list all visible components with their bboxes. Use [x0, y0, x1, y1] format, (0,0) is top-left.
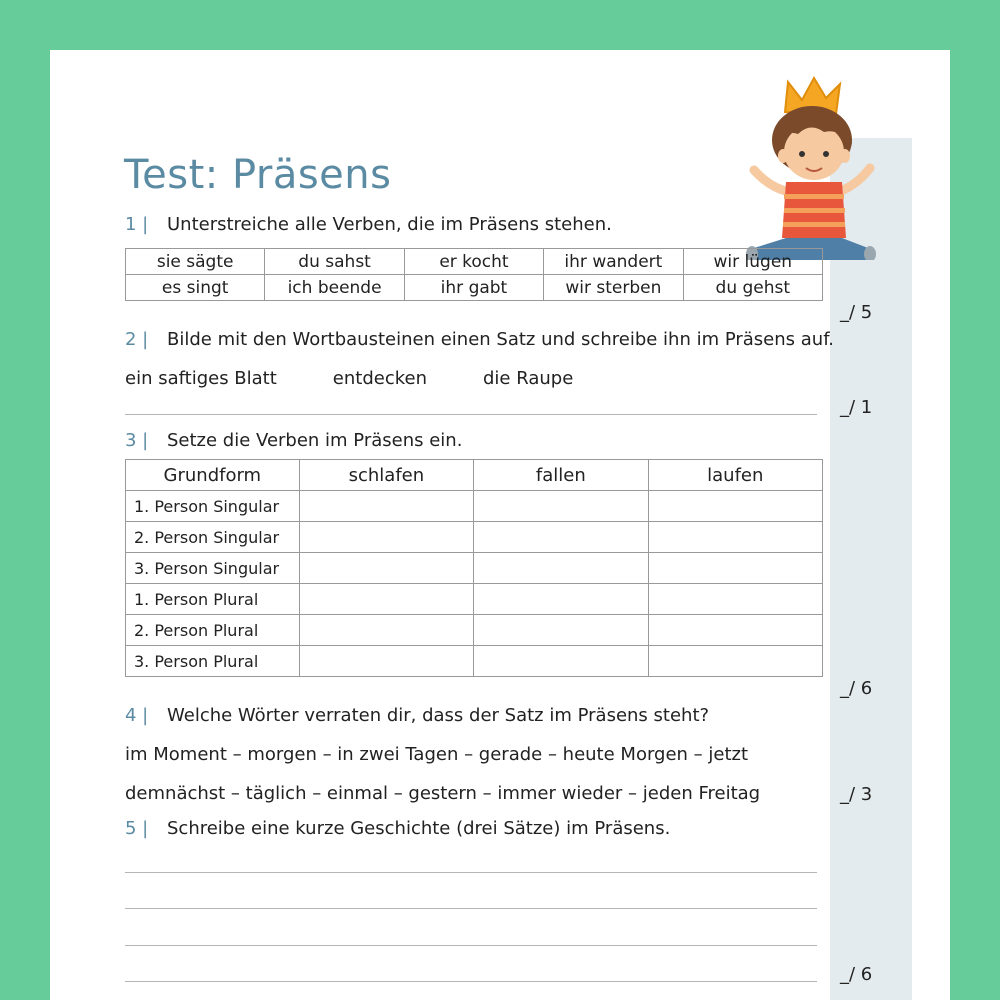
boy-with-crown-illustration — [740, 70, 880, 260]
answer-cell[interactable] — [299, 584, 474, 615]
table-row — [126, 553, 823, 584]
answer-cell[interactable] — [299, 522, 474, 553]
row-label: 1. Person Singular — [126, 491, 300, 522]
answer-line[interactable] — [125, 981, 817, 982]
table-row — [126, 615, 823, 646]
table-row — [126, 249, 823, 275]
verb-cell[interactable]: ich beende — [265, 275, 404, 301]
answer-cell[interactable] — [648, 491, 822, 522]
score-task-4: _/ 3 — [840, 784, 873, 805]
column-header: fallen — [474, 460, 648, 491]
conjugation-table — [125, 459, 823, 677]
verb-cell[interactable]: du gehst — [683, 275, 822, 301]
task-instruction: Setze die Verben im Präsens ein. — [167, 430, 463, 451]
answer-cell[interactable] — [474, 584, 648, 615]
score-task-1: _/ 5 — [840, 302, 873, 323]
row-label: 3. Person Plural — [126, 646, 300, 677]
page-title: Test: Präsens — [124, 152, 392, 198]
task-number: 1 | — [125, 214, 149, 235]
worksheet — [50, 50, 950, 1000]
task-number: 3 | — [125, 430, 149, 451]
answer-cell[interactable] — [474, 615, 648, 646]
task-instruction: Bilde mit den Wortbausteinen einen Satz und schreibe ihn im Präsens auf. — [167, 329, 834, 350]
answer-cell[interactable] — [474, 491, 648, 522]
answer-cell[interactable] — [299, 615, 474, 646]
verb-cell[interactable]: du sahst — [265, 249, 404, 275]
score-task-3: _/ 6 — [840, 678, 873, 699]
answer-cell[interactable] — [648, 522, 822, 553]
verb-cell[interactable]: es singt — [126, 275, 265, 301]
row-label: 1. Person Plural — [126, 584, 300, 615]
answer-cell[interactable] — [299, 491, 474, 522]
task-number: 5 | — [125, 818, 149, 839]
table-row — [126, 491, 823, 522]
table-row — [126, 584, 823, 615]
task-5-heading — [125, 818, 670, 839]
word-list-line-2: demnächst – täglich – einmal – gestern – immer wieder – jeden Freitag — [125, 783, 761, 804]
answer-cell[interactable] — [299, 646, 474, 677]
task-instruction: Schreibe eine kurze Geschichte (drei Sätze) im Präsens. — [167, 818, 671, 839]
answer-line[interactable] — [125, 945, 817, 946]
word-list-line-1: im Moment – morgen – in zwei Tagen – gerade – heute Morgen – jetzt — [125, 744, 749, 765]
verb-cell[interactable]: ihr wandert — [544, 249, 684, 275]
task-number: 2 | — [125, 329, 149, 350]
word-chip: ein saftiges Blatt — [125, 368, 277, 389]
score-task-2: _/ 1 — [840, 397, 873, 418]
answer-cell[interactable] — [648, 646, 822, 677]
score-column — [830, 138, 912, 1000]
word-chip: entdecken — [332, 368, 427, 389]
task-number: 4 | — [125, 705, 149, 726]
answer-cell[interactable] — [474, 522, 648, 553]
column-header: laufen — [648, 460, 822, 491]
answer-cell[interactable] — [474, 646, 648, 677]
table-header-row — [126, 460, 823, 491]
verb-cell[interactable]: wir lügen — [683, 249, 822, 275]
verb-cell[interactable]: ihr gabt — [404, 275, 543, 301]
word-chip: die Raupe — [483, 368, 574, 389]
answer-cell[interactable] — [474, 553, 648, 584]
answer-cell[interactable] — [648, 584, 822, 615]
score-task-5: _/ 6 — [840, 964, 873, 985]
answer-cell[interactable] — [648, 615, 822, 646]
column-header: Grundform — [126, 460, 300, 491]
table-row — [126, 522, 823, 553]
answer-line[interactable] — [125, 908, 817, 909]
task-2-heading — [125, 329, 834, 350]
row-label: 2. Person Plural — [126, 615, 300, 646]
verb-cell[interactable]: sie sägte — [126, 249, 265, 275]
task-instruction: Welche Wörter verraten dir, dass der Satz im Präsens steht? — [167, 705, 710, 726]
word-bank — [125, 368, 629, 389]
verb-table — [125, 248, 823, 301]
answer-cell[interactable] — [648, 553, 822, 584]
task-instruction: Unterstreiche alle Verben, die im Präsens stehen. — [167, 214, 612, 235]
task-4-heading — [125, 705, 709, 726]
verb-cell[interactable]: wir sterben — [544, 275, 684, 301]
task-1-heading — [125, 214, 612, 235]
table-row — [126, 646, 823, 677]
column-header: schlafen — [299, 460, 474, 491]
table-row — [126, 275, 823, 301]
task-3-heading — [125, 430, 462, 451]
answer-line[interactable] — [125, 414, 817, 415]
row-label: 3. Person Singular — [126, 553, 300, 584]
verb-cell[interactable]: er kocht — [404, 249, 543, 275]
answer-line[interactable] — [125, 872, 817, 873]
answer-cell[interactable] — [299, 553, 474, 584]
row-label: 2. Person Singular — [126, 522, 300, 553]
